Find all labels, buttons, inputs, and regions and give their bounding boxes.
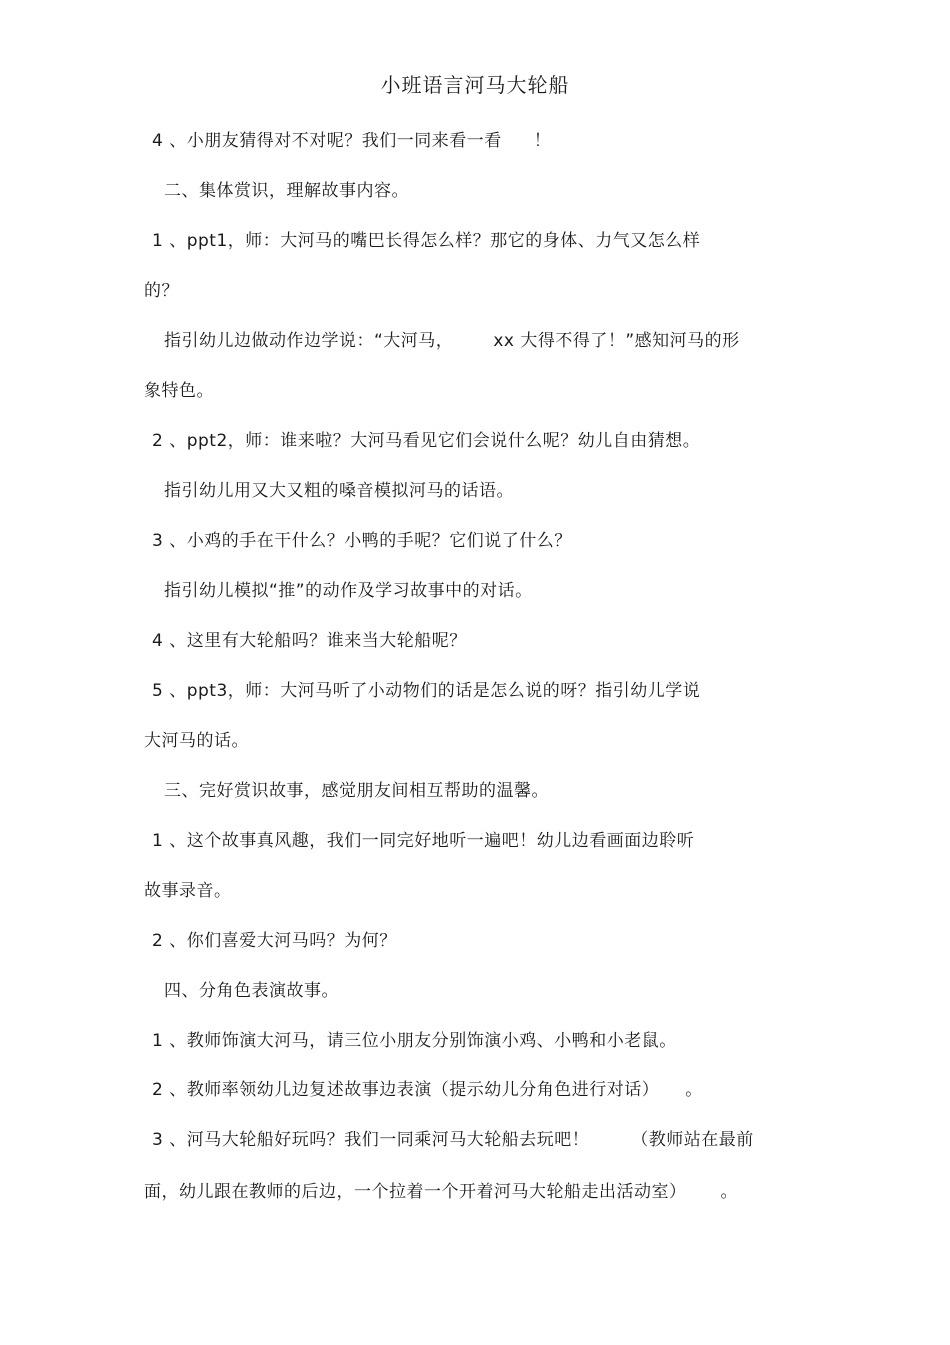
paragraph-line — [164, 328, 740, 354]
line-text: 指引幼儿边做动作边学说：“大河马， — [164, 331, 454, 351]
paragraph-line: 指引幼儿模拟“推”的动作及学习故事中的对话。 — [164, 581, 533, 601]
line-text: 面，幼儿跟在教师的后边，一个拉着一个开着河马大轮船走出活动室） — [144, 1182, 687, 1202]
paragraph-line: 2 、你们喜爱大河马吗？为何？ — [152, 931, 397, 951]
paragraph-line — [152, 1077, 703, 1103]
paragraph-line: 象特色。 — [144, 381, 214, 401]
paragraph-line: 5 、ppt3，师：大河马听了小动物们的话是怎么说的呀？指引幼儿学说 — [152, 681, 701, 701]
paragraph-line: 1 、ppt1，师：大河马的嘴巴长得怎么样？那它的身体、力气又怎么样 — [152, 231, 701, 251]
document-title: 小班语言河马大轮船 — [380, 73, 570, 97]
paragraph-line — [152, 1127, 754, 1153]
section-heading: 三、完好赏识故事，感觉朋友间相互帮助的温馨。 — [164, 781, 549, 801]
paragraph-line: 4 、这里有大轮船吗？谁来当大轮船呢？ — [152, 631, 467, 651]
paragraph-line: 3 、小鸡的手在干什么？小鸭的手呢？它们说了什么？ — [152, 531, 572, 551]
paragraph-line: 大河马的话。 — [144, 731, 249, 751]
paragraph-line: 指引幼儿用又大又粗的嗓音模拟河马的话语。 — [164, 481, 514, 501]
paragraph-line: 1 、这个故事真风趣，我们一同完好地听一遍吧！幼儿边看画面边聆听 — [152, 831, 695, 851]
line-text-tail: xx 大得不得了！”感知河马的形 — [493, 331, 740, 351]
line-text: 4 、小朋友猜得对不对呢？我们一同来看一看 — [152, 131, 502, 151]
line-text-tail: 。 — [720, 1182, 738, 1202]
paragraph-line — [152, 128, 551, 154]
section-heading: 二、集体赏识，理解故事内容。 — [164, 181, 409, 201]
line-text-tail: 。 — [685, 1080, 703, 1100]
line-text-tail: （教师站在最前 — [631, 1130, 754, 1150]
paragraph-line: 的？ — [144, 281, 179, 301]
line-text: 2 、教师率领幼儿边复述故事边表演（提示幼儿分角色进行对话） — [152, 1080, 660, 1100]
paragraph-line: 1 、教师饰演大河马，请三位小朋友分别饰演小鸡、小鸭和小老鼠。 — [152, 1031, 677, 1051]
line-text-tail: ！ — [533, 131, 552, 151]
line-text: 3 、河马大轮船好玩吗？我们一同乘河马大轮船去玩吧！ — [152, 1130, 590, 1150]
section-heading: 四、分角色表演故事。 — [164, 981, 339, 1001]
paragraph-line: 故事录音。 — [144, 881, 232, 901]
paragraph-line — [144, 1179, 738, 1205]
paragraph-line: 2 、ppt2，师：谁来啦？大河马看见它们会说什么呢？幼儿自由猜想。 — [152, 431, 701, 451]
